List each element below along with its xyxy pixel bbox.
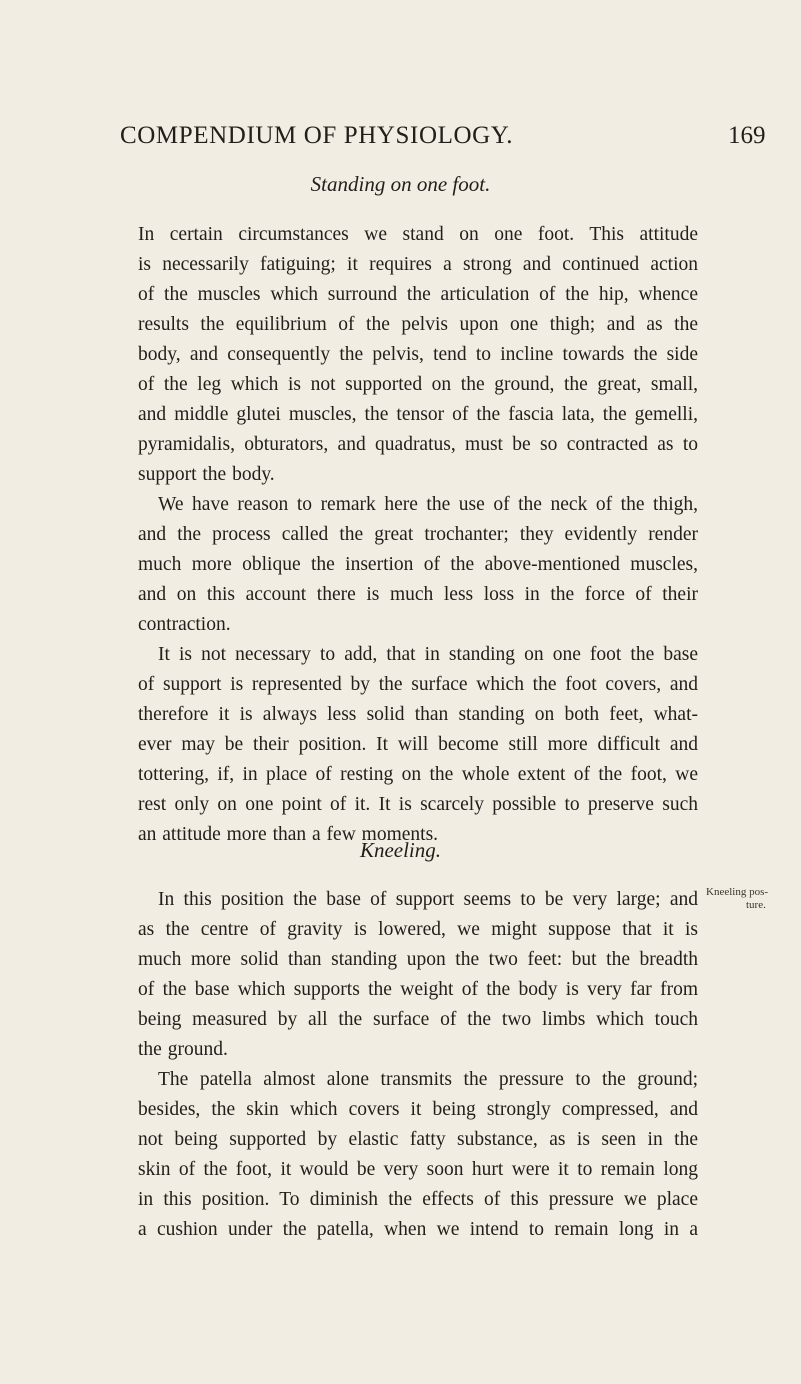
text-line: of the leg which is not supported on the ground, the great, small, (138, 374, 698, 395)
text-line: of support is represented by the surface which the foot covers, and (138, 674, 698, 695)
text-line: support the body. (138, 464, 275, 485)
text-line: the ground. (138, 1039, 228, 1060)
text-line: results the equilibrium of the pelvis upon one thigh; and as the (138, 314, 698, 335)
text-line: therefore it is always less solid than standing on both feet, what- (138, 704, 698, 725)
text-line: as the centre of gravity is lowered, we might suppose that it is (138, 919, 698, 940)
text-line: besides, the skin which covers it being strongly compressed, and (138, 1099, 698, 1120)
text-line: In this position the base of support seems to be very large; and (158, 889, 698, 910)
section-body-kneeling (138, 885, 698, 1245)
text-line: and the process called the great trochanter; they evidently render (138, 524, 698, 545)
text-line: a cushion under the patella, when we intend to remain long in a (138, 1219, 698, 1240)
text-line: contraction. (138, 614, 231, 635)
section-heading-standing: Standing on one foot. (310, 172, 491, 196)
text-line: of the base which supports the weight of the body is very far from (138, 979, 698, 1000)
text-line: In certain circumstances we stand on one foot. This attitude (138, 224, 698, 245)
text-line: rest only on one point of it. It is scarcely possible to preserve such (138, 794, 698, 815)
page-number: 169 (728, 122, 766, 149)
text-line: is necessarily fatiguing; it requires a strong and continued action (138, 254, 698, 275)
text-line: of the muscles which surround the articulation of the hip, whence (138, 284, 698, 305)
text-line: body, and consequently the pelvis, tend to incline towards the side (138, 344, 698, 365)
text-line: and middle glutei muscles, the tensor of the fascia lata, the gemelli, (138, 404, 698, 425)
text-line: tottering, if, in place of resting on the whole extent of the foot, we (138, 764, 698, 785)
text-line: an attitude more than a few moments. (138, 824, 439, 845)
margin-note (706, 886, 768, 912)
text-line: It is not necessary to add, that in standing on one foot the base (158, 644, 698, 665)
running-title: COMPENDIUM OF PHYSIOLOGY. (120, 122, 514, 149)
text-line: The patella almost alone transmits the pressure to the ground; (158, 1069, 698, 1090)
text-line: not being supported by elastic fatty substance, as is seen in the (138, 1129, 698, 1150)
text-line: ever may be their position. It will become still more difficult and (138, 734, 698, 755)
text-line: skin of the foot, it would be very soon hurt were it to remain long (138, 1159, 698, 1180)
section-heading-kneeling: Kneeling. (359, 838, 442, 862)
text-line: and on this account there is much less loss in the force of their (138, 584, 698, 605)
section-body-standing (138, 220, 698, 850)
text-line: We have reason to remark here the use of the neck of the thigh, (158, 494, 698, 515)
text-line: much more oblique the insertion of the above-mentioned muscles, (138, 554, 698, 575)
margin-note-line: ture. (746, 899, 766, 911)
text-line: much more solid than standing upon the two feet: but the breadth (138, 949, 698, 970)
text-line: being measured by all the surface of the two limbs which touch (138, 1009, 698, 1030)
text-line: pyramidalis, obturators, and quadratus, must be so contracted as to (138, 434, 698, 455)
text-line: in this position. To diminish the effects of this pressure we place (138, 1189, 698, 1210)
margin-note-line: Kneeling pos- (706, 886, 769, 898)
